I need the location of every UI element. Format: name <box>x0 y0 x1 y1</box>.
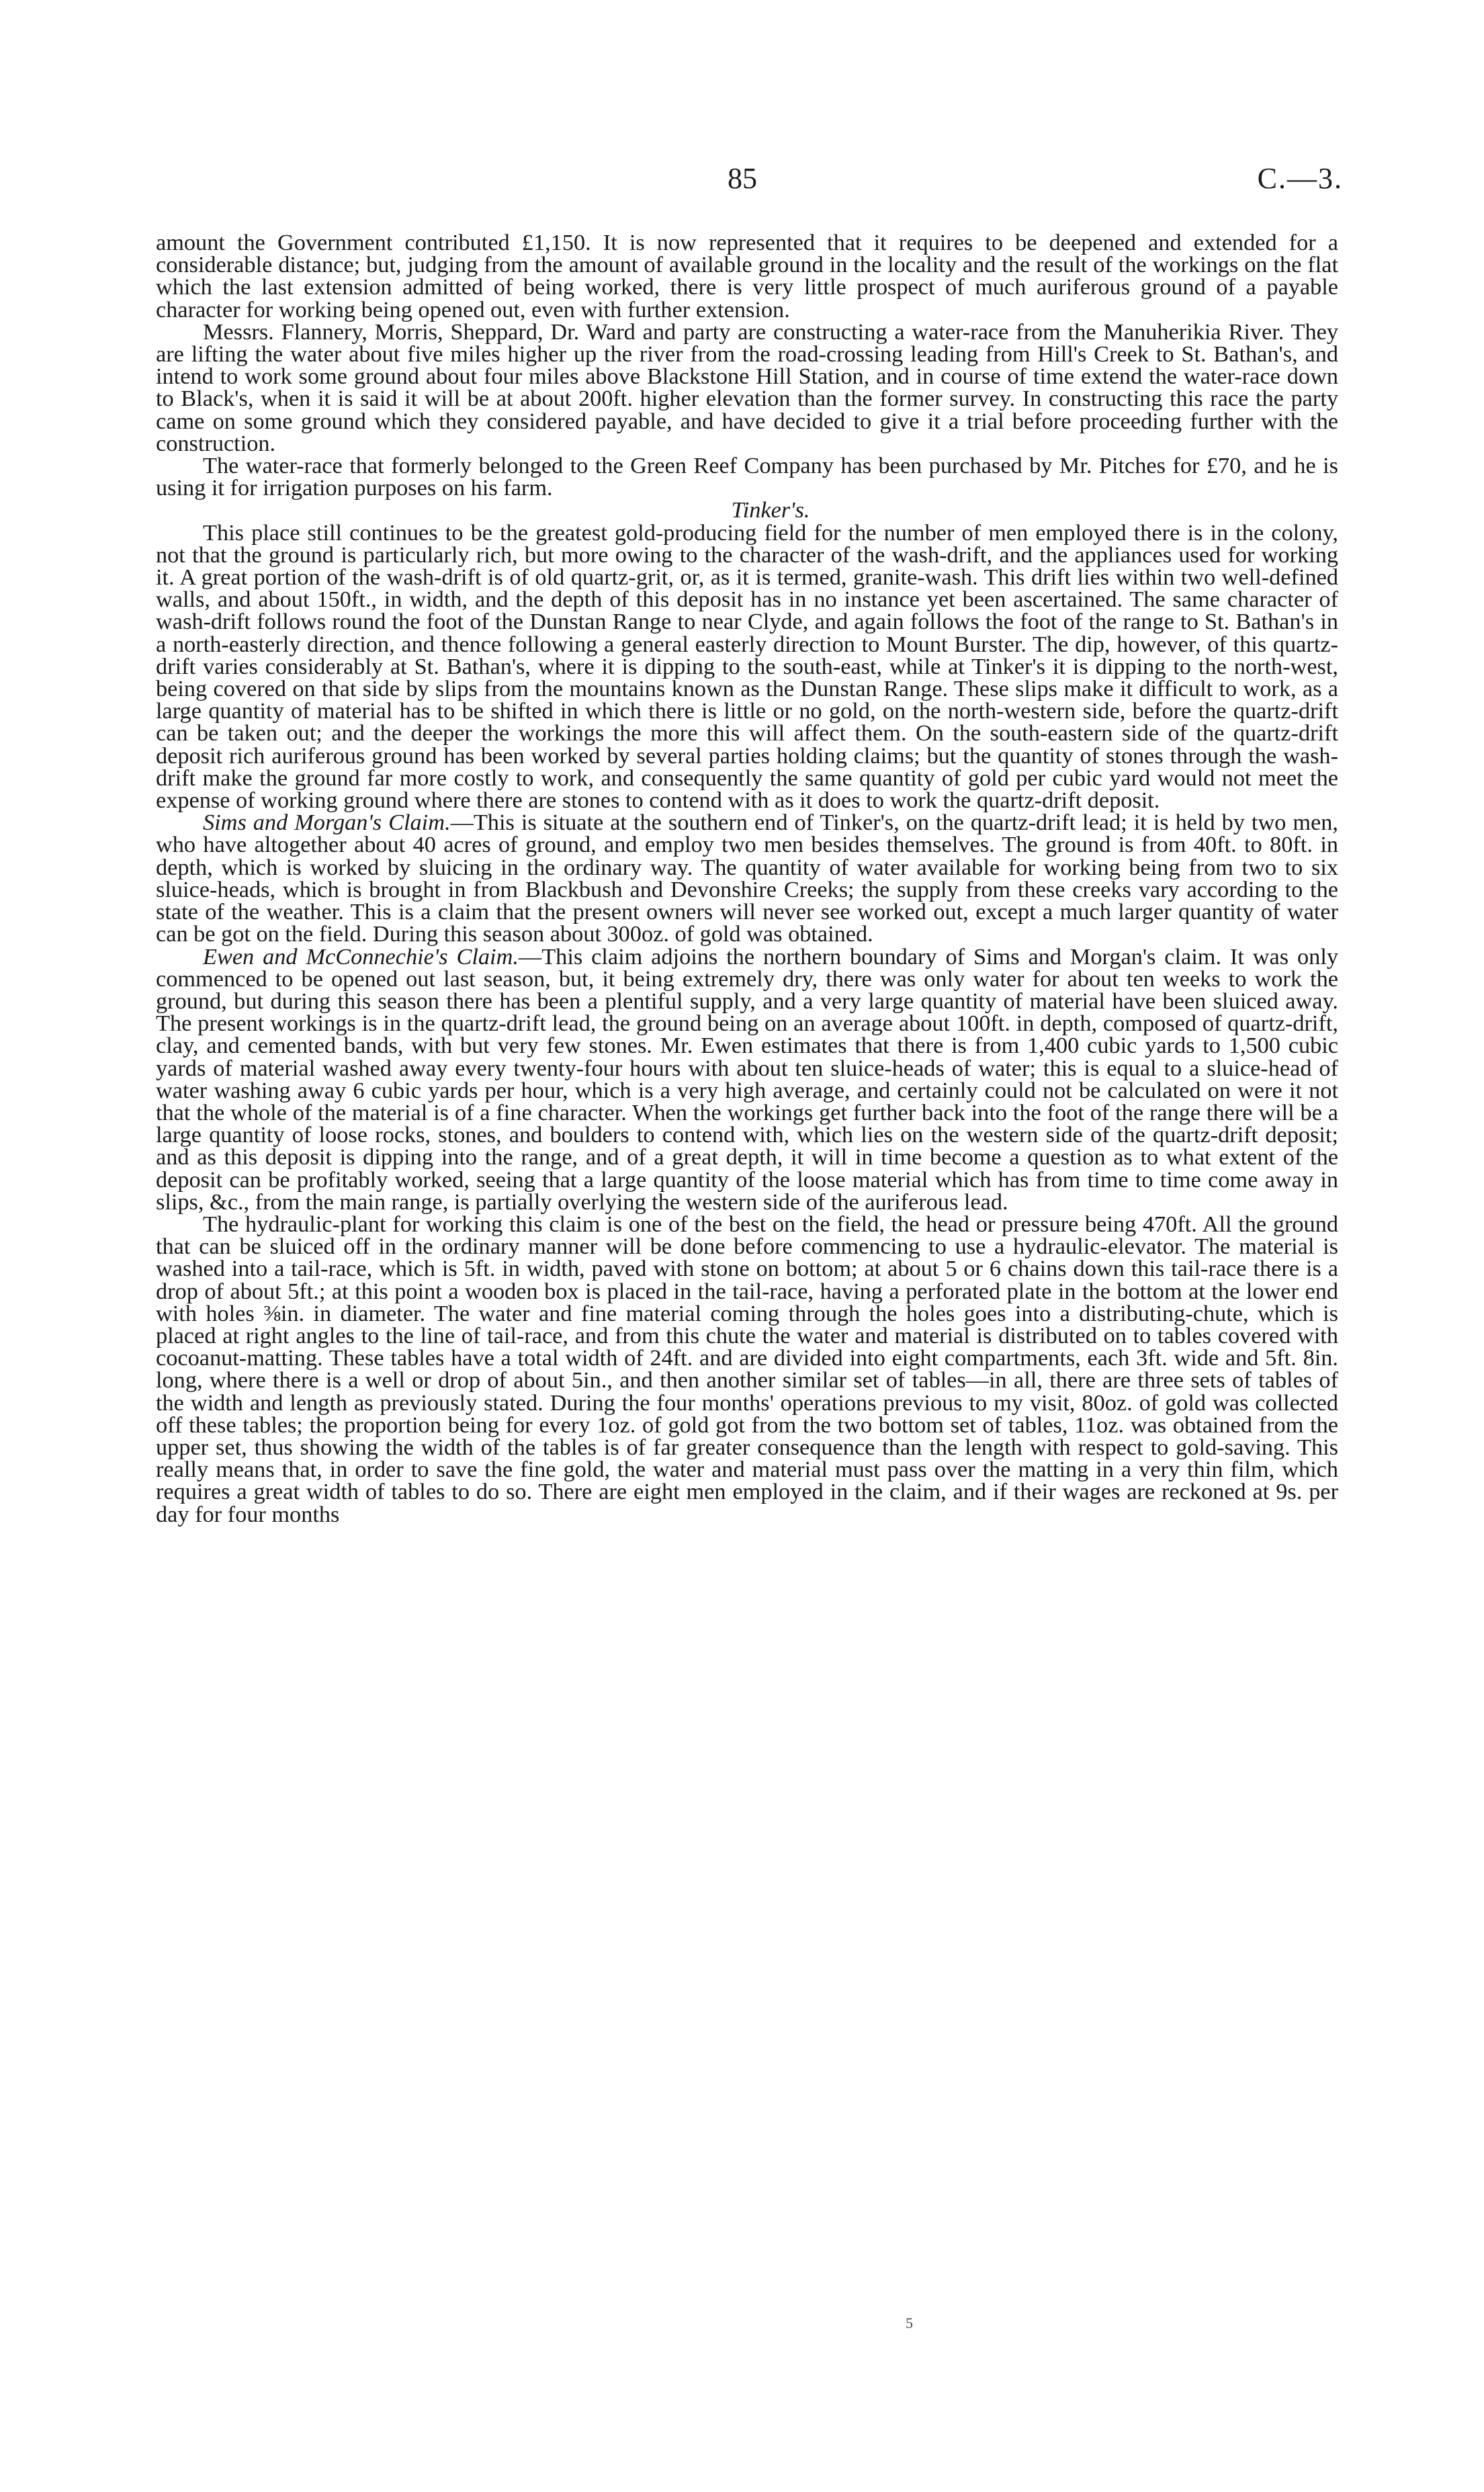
page-reference: C.—3. <box>1257 162 1343 195</box>
page-number: 85 <box>728 162 757 195</box>
claim-text-ewen-mcconnechie: —This claim adjoins the northern boundary of Sims and Morgan's claim. It was only commenced to be opened out last season, but, it being extremely dry, there was only water for about ten weeks to work the ground, but during this season there has been a plentiful supply, and a very large quantity of material have been sluiced away. The present workings is in the quartz-drift lead, the ground being on an average about 100ft. in depth, composed of quartz-drift, clay, and cemented bands, with but very few stones. Mr. Ewen estimates that there is from 1,400 cubic yards to 1,500 cubic yards of material washed away every twenty-four hours with about ten sluice-heads of water; this is equal to a sluice-head of water washing away 6 cubic yards per hour, which is a very high average, and certainly could not be calculated on were it not that the whole of the material is of a fine character. When the workings get further back into the foot of the range there will be a large quantity of loose rocks, stones, and boulders to contend with, which lies on the western side of the quartz-drift deposit; and as this deposit is dipping into the range, and of a great depth, it will in time become a question as to what extent of the deposit can be profitably worked, seeing that a large quantity of the loose material which has from time to time come away in slips, &c., from the main range, is partially overlying the western side of the auriferous lead. <box>156 943 1338 1215</box>
page-header <box>0 161 1484 202</box>
section-heading-tinkers: Tinker's. <box>731 497 810 523</box>
claim-text-sims-morgan: —This is situate at the southern end of Tinker's, on the quartz-drift lead; it is held by two men, who have altogether about 40 acres of ground, and employ two men besides themselves. The ground is from 40ft. to 80ft. in depth, which is worked by sluicing in the ordinary way. The quantity of water available for working being from two to six sluice-heads, which is brought in from Blackbush and Devonshire Creeks; the supply from these creeks vary according to the state of the weather. This is a claim that the present owners will never see worked out, except a much larger quantity of water can be got on the field. During this season about 300oz. of gold was obtained. <box>156 810 1338 947</box>
claim-title-ewen-mcconnechie: Ewen and McConnechie's Claim. <box>203 943 519 970</box>
paragraph-tinkers-overview: This place still continues to be the greatest gold-producing field for the number of men employed there is in the colony, not that the ground is particularly rich, but more owing to the character of the wash-drift, and the appliances used for working it. A great portion of the wash-drift is of old quartz-grit, or, as it is termed, granite-wash. This drift lies within two well-defined walls, and about 150ft., in width, and the depth of this deposit has in no instance yet been ascertained. The same character of wash-drift follows round the foot of the Dunstan Range to near Clyde, and again follows the foot of the range to St. Bathan's in a north-easterly direction, and thence following a general easterly direction to Mount Burster. The dip, however, of this quartz-drift varies considerably at St. Bathan's, where it is dipping to the south-east, while at Tinker's it is dipping to the north-west, being covered on that side by slips from the mountains known as the Dunstan Range. These slips make it difficult to work, as a large quantity of material has to be shifted in which there is little or no gold, on the north-western side, before the quartz-drift can be taken out; and the deeper the workings the more this will affect them. On the south-eastern side of the quartz-drift deposit rich auriferous ground has been worked by several parties holding claims; but the quantity of stones through the wash-drift make the ground far more costly to work, and consequently the same quantity of gold per cubic yard would not meet the expense of working ground where there are stones to contend with as it does to work the quartz-drift deposit. <box>156 519 1338 814</box>
paragraph-ewen-mcconnechie-claim <box>156 943 1338 1215</box>
footer-mark: 5 <box>906 2315 913 2331</box>
paragraph-water-race-manuherikia: Messrs. Flannery, Morris, Sheppard, Dr. Ward and party are constructing a water-race from the Manuherikia River. They are lifting the water about five miles higher up the river from the road-crossing leading from Hill's Creek to St. Bathan's, and intend to work some ground about four miles above Blackstone Hill Station, and in course of time extend the water-race down to Black's, when it is said it will be at about 200ft. higher elevation than the former survey. In constructing this race the party came on some ground which they considered payable, and have decided to give it a trial before proceeding further with the construction. <box>156 318 1338 456</box>
document-body <box>156 232 1338 1526</box>
paragraph-sims-morgan-claim <box>156 812 1338 945</box>
paragraph-government-contribution: amount the Government contributed £1,150. It is now represented that it requires to be deepened and extended for a considerable distance; but, judging from the amount of available ground in the locality and the result of the workings on the flat which the last extension admitted of being worked, there is very little prospect of much auriferous ground of a payable character for working being opened out, even with further extension. <box>156 230 1338 323</box>
paragraph-hydraulic-plant: The hydraulic-plant for working this claim is one of the best on the field, the head or pressure being 470ft. All the ground that can be sluiced off in the ordinary manner will be done before commencing to use a hydraulic-elevator. The material is washed into a tail-race, which is 5ft. in width, paved with stone on bottom; at about 5 or 6 chains down this tail-race there is a drop of about 5ft.; at this point a wooden box is placed in the tail-race, having a perforated plate in the bottom at the lower end with holes ⅜in. in diameter. The water and fine material coming through the holes goes into a distributing-chute, which is placed at right angles to the line of tail-race, and from this chute the water and material is distributed on to tables covered with cocoanut-matting. These tables have a total width of 24ft. and are divided into eight compartments, each 3ft. wide and 5ft. 8in. long, where there is a well or drop of about 5in., and then another similar set of tables—in all, there are three sets of tables of the width and length as previously stated. During the four months' operations previous to my visit, 80oz. of gold was collected off these tables; the proportion being for every 1oz. of gold got from the two bottom set of tables, 11oz. was obtained from the upper set, thus showing the width of the tables is of far greater consequence than the length with respect to gold-saving. This really means that, in order to save the fine gold, the water and material must pass over the matting in a very thin film, which requires a great width of tables to do so. There are eight men employed in the claim, and if their wages are reckoned at 9s. per day for four months <box>156 1211 1338 1527</box>
claim-title-sims-morgan: Sims and Morgan's Claim. <box>203 810 451 836</box>
paragraph-green-reef-race: The water-race that formerly belonged to the Green Reef Company has been purchased by Mr. Pitches for £70, and he is using it for irrigation purposes on his farm. <box>156 453 1338 501</box>
